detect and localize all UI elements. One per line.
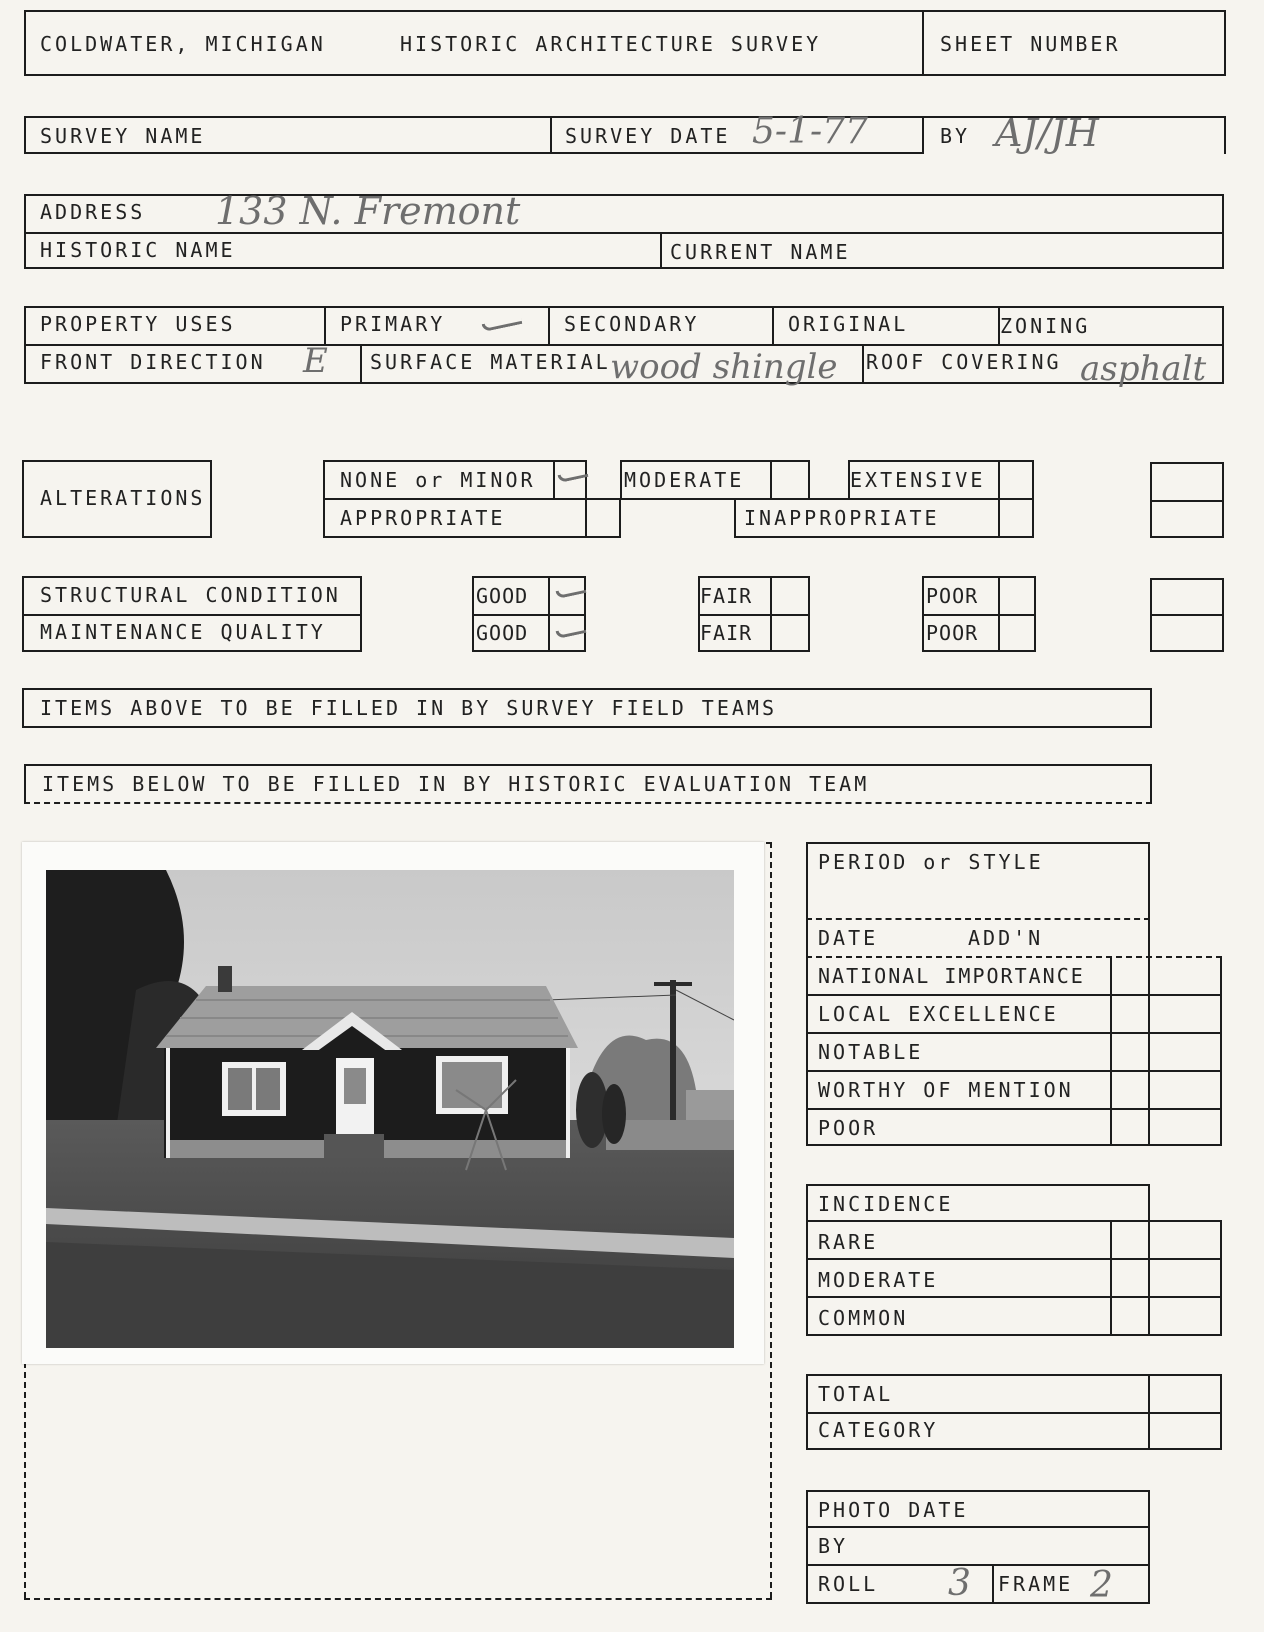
frame-value[interactable]: 2 — [1090, 1565, 1113, 1606]
house-photo — [46, 870, 734, 1348]
front-direction-label: FRONT DIRECTION — [40, 350, 266, 374]
incidence-score-divider-2 — [1220, 1220, 1222, 1336]
addn-label: ADD'N — [968, 926, 1044, 950]
historic-name-label: HISTORIC NAME — [40, 238, 236, 262]
total-label: TOTAL — [818, 1382, 894, 1406]
surface-material-label: SURFACE MATERIAL — [370, 350, 611, 374]
inappropriate-label: INAPPROPRIATE — [744, 506, 940, 530]
appropriate-checkbox[interactable] — [585, 498, 621, 538]
good-check-divider — [548, 576, 550, 652]
notes-below-right — [1150, 764, 1152, 804]
notes-below-top-line — [24, 764, 1152, 766]
notable-label: NOTABLE — [818, 1040, 924, 1064]
property-divider-6 — [862, 344, 864, 384]
eval-poor-label: POOR — [818, 1116, 879, 1140]
survey-left-edge — [24, 116, 26, 154]
structural-fair-label: FAIR — [700, 584, 753, 608]
moderate-checkbox[interactable] — [770, 460, 810, 500]
fair-check-divider — [770, 576, 772, 652]
incidence-line-bottom — [806, 1334, 1222, 1336]
front-direction-value[interactable]: E — [303, 341, 328, 381]
survey-divider-2 — [922, 116, 924, 154]
extensive-checkbox[interactable] — [998, 460, 1034, 500]
surface-material-value[interactable]: wood shingle — [610, 347, 838, 387]
address-mid-line — [24, 232, 1224, 234]
property-divider-1 — [324, 306, 326, 344]
roll-value[interactable]: 3 — [948, 1563, 971, 1604]
survey-by-label: BY — [940, 124, 971, 148]
notes-below-left — [24, 764, 26, 804]
poor-divider — [922, 614, 1036, 616]
property-mid-line — [24, 344, 1224, 346]
common-label: COMMON — [818, 1306, 909, 1330]
appropriate-label: APPROPRIATE — [340, 506, 506, 530]
none-minor-label: NONE or MINOR — [340, 468, 536, 492]
condition-label-divider — [22, 614, 362, 616]
eval-line-national — [806, 956, 1222, 958]
eval-line-poor — [806, 1108, 1222, 1110]
form-title: HISTORIC ARCHITECTURE SURVEY — [400, 32, 822, 56]
extensive-label: EXTENSIVE — [850, 468, 986, 492]
eval-line-worthy — [806, 1070, 1222, 1072]
photo-info-line-1 — [806, 1526, 1150, 1528]
maintenance-fair-label: FAIR — [700, 621, 753, 645]
house-photo-image — [46, 870, 734, 1348]
period-style-label: PERIOD or STYLE — [818, 850, 1044, 874]
structural-good-label: GOOD — [476, 584, 529, 608]
primary-label: PRIMARY — [340, 312, 446, 336]
property-uses-label: PROPERTY USES — [40, 312, 236, 336]
fair-divider — [698, 614, 810, 616]
alterations-label: ALTERATIONS — [40, 486, 206, 510]
incidence-moderate-label: MODERATE — [818, 1268, 939, 1292]
incidence-label: INCIDENCE — [818, 1192, 954, 1216]
incidence-score-divider-1 — [1110, 1220, 1112, 1336]
notes-below-bottom-line — [24, 802, 1152, 804]
maintenance-quality-label: MAINTENANCE QUALITY — [40, 620, 326, 644]
incidence-line-moderate — [806, 1258, 1222, 1260]
photo-by-label: BY — [818, 1534, 849, 1558]
current-name-label: CURRENT NAME — [670, 240, 851, 264]
survey-right-edge — [1224, 116, 1226, 154]
header-divider — [922, 10, 924, 76]
poor-check-divider — [998, 576, 1000, 652]
local-excellence-label: LOCAL EXCELLENCE — [818, 1002, 1059, 1026]
incidence-line-common — [806, 1296, 1222, 1298]
roof-covering-label: ROOF COVERING — [866, 350, 1062, 374]
rare-label: RARE — [818, 1230, 879, 1254]
photo-frame-bottom — [24, 1598, 772, 1600]
property-divider-5 — [360, 344, 362, 384]
moderate-label: MODERATE — [624, 468, 745, 492]
eval-line-date — [806, 918, 1150, 920]
address-name-divider — [660, 232, 662, 269]
worthy-of-mention-label: WORTHY OF MENTION — [818, 1078, 1074, 1102]
eval-line-bottom — [806, 1144, 1222, 1146]
alterations-score-divider — [1150, 500, 1224, 502]
sheet-number-label: SHEET NUMBER — [940, 32, 1121, 56]
eval-line-notable — [806, 1032, 1222, 1034]
survey-date-label: SURVEY DATE — [565, 124, 731, 148]
frame-label: FRAME — [998, 1572, 1074, 1596]
condition-score-divider — [1150, 614, 1224, 616]
category-label: CATEGORY — [818, 1418, 939, 1442]
notes-below-text: ITEMS BELOW TO BE FILLED IN BY HISTORIC EVALUATION TEAM — [42, 772, 870, 796]
survey-by-value[interactable]: AJ/JH — [995, 111, 1099, 155]
structural-condition-label: STRUCTURAL CONDITION — [40, 583, 341, 607]
address-value[interactable]: 133 N. Fremont — [215, 189, 521, 233]
address-label: ADDRESS — [40, 200, 146, 224]
property-divider-2 — [548, 306, 550, 344]
eval-score-divider-2 — [1220, 956, 1222, 1146]
incidence-line-rare — [806, 1220, 1222, 1222]
eval-line-local — [806, 994, 1222, 996]
maintenance-good-label: GOOD — [476, 621, 529, 645]
property-divider-3 — [772, 306, 774, 344]
inappropriate-checkbox[interactable] — [998, 498, 1034, 538]
zoning-label: ZONING — [1000, 314, 1091, 338]
total-score-divider — [1148, 1374, 1150, 1450]
photo-date-label: PHOTO DATE — [818, 1498, 969, 1522]
structural-poor-label: POOR — [926, 584, 979, 608]
roof-covering-value[interactable]: asphalt — [1080, 349, 1207, 389]
date-label: DATE — [818, 926, 879, 950]
survey-date-value[interactable]: 5-1-77 — [752, 111, 868, 152]
photo-frame-divider — [992, 1564, 994, 1604]
survey-divider-1 — [550, 116, 552, 154]
survey-name-label: SURVEY NAME — [40, 124, 206, 148]
roll-label: ROLL — [818, 1572, 879, 1596]
total-divider — [806, 1412, 1222, 1414]
photo-frame-right — [770, 842, 772, 1598]
notes-above-text: ITEMS ABOVE TO BE FILLED IN BY SURVEY FIELD TEAMS — [40, 696, 778, 720]
secondary-label: SECONDARY — [564, 312, 700, 336]
maintenance-poor-label: POOR — [926, 621, 979, 645]
survey-bottom-line — [24, 152, 924, 154]
original-label: ORIGINAL — [788, 312, 909, 336]
city-label: COLDWATER, MICHIGAN — [40, 32, 326, 56]
good-divider — [472, 614, 586, 616]
national-importance-label: NATIONAL IMPORTANCE — [818, 964, 1085, 988]
eval-score-divider-1 — [1110, 956, 1112, 1146]
